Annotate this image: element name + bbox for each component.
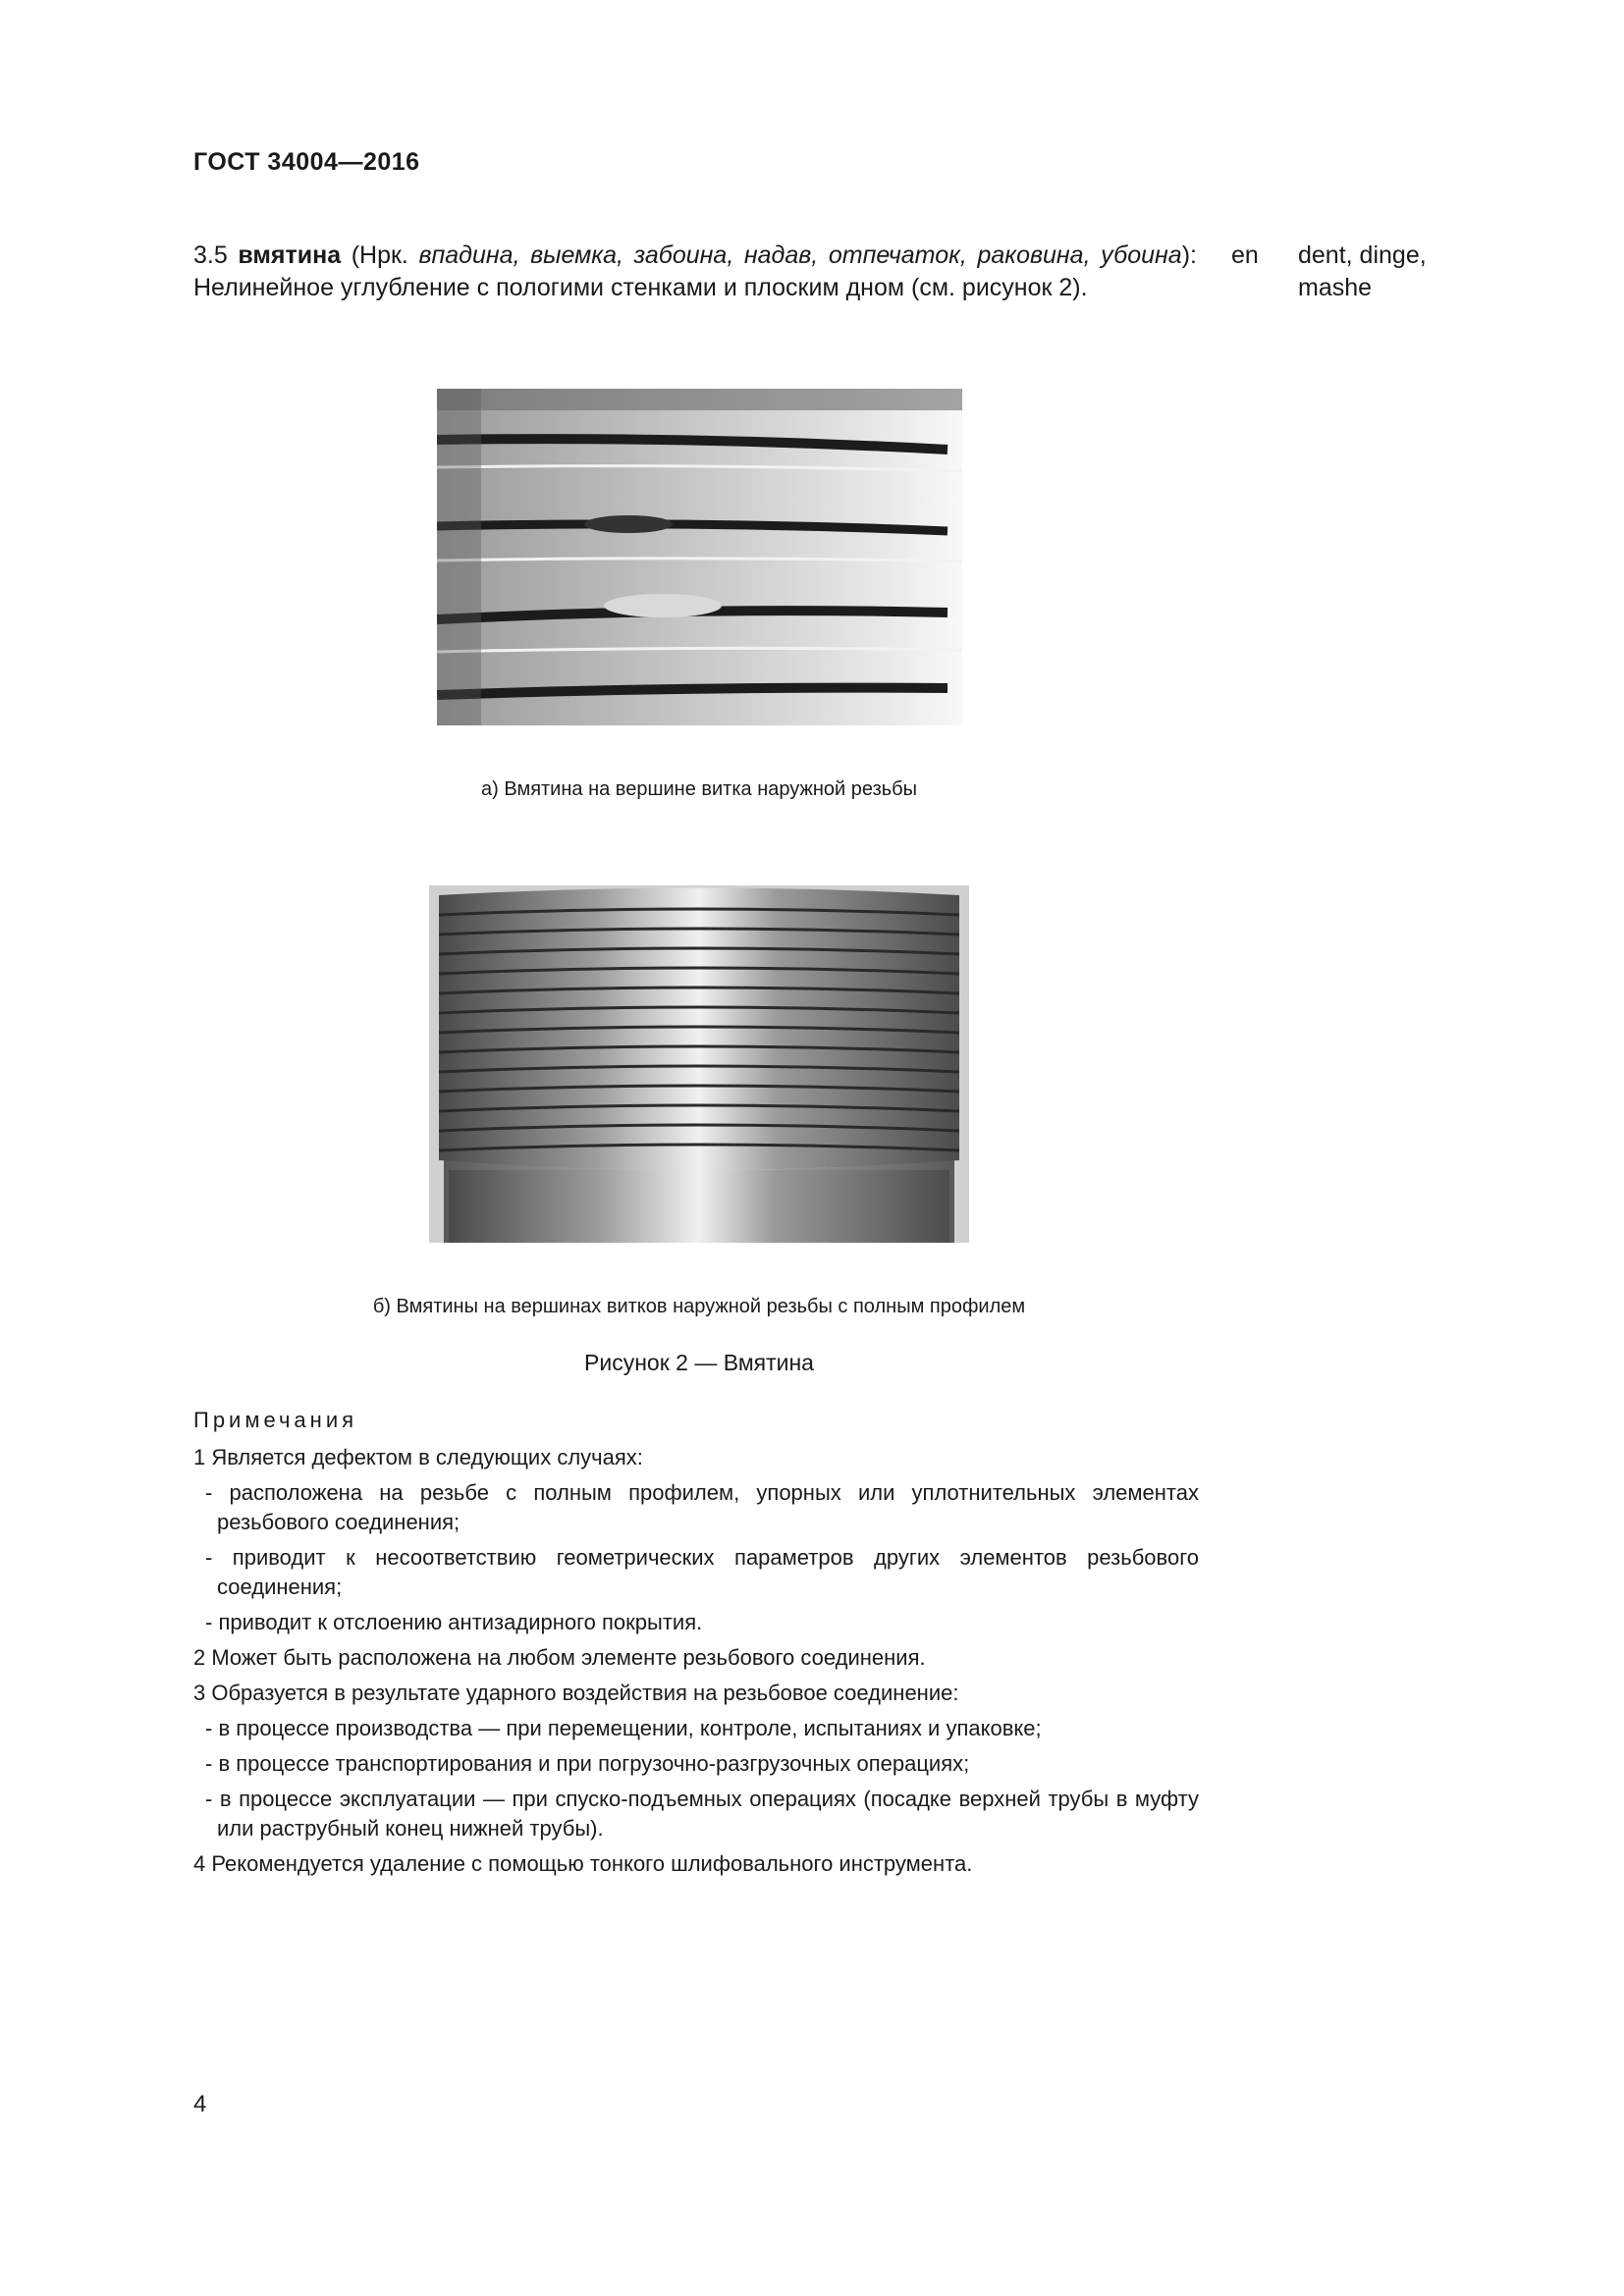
term-number: 3.5 (193, 241, 228, 269)
thread-photo-b-image (429, 885, 969, 1243)
note-3-item-1: - в процессе производства — при перемещении, контроле, испытаниях и упаковке; (205, 1716, 1042, 1740)
term-definition (193, 240, 1197, 304)
note-4: 4 Рекомендуется удаление с помощью тонкого шлифовального инструмента. (193, 1851, 973, 1876)
figure-caption-a: а) Вмятина на вершине витка наружной резьбы (480, 778, 918, 800)
term-english-equivalent: dent, dinge, mashe (1298, 241, 1427, 301)
note-1: 1 Является дефектом в следующих случаях: (193, 1445, 643, 1469)
note-1-item-1: - расположена на резьбе с полным профилем, упорных или уплотнительных элементах резьбового соединения; (205, 1480, 1199, 1534)
photo-dent-thread-crest (437, 389, 962, 725)
term-name: вмятина (238, 241, 342, 269)
document-header: ГОСТ 34004—2016 (193, 148, 420, 176)
note-3: 3 Образуется в результате ударного воздействия на резьбовое соединение: (193, 1681, 959, 1705)
term-synonyms: впадина, выемка, забоина, надав, отпечаток, раковина, убоина (418, 241, 1182, 269)
term-language: en (1231, 241, 1259, 269)
term-definition-text: ): Нелинейное углубление с пологими стенками и плоским дном (см. рисунок 2). (193, 241, 1197, 301)
note-2: 2 Может быть расположена на любом элементе резьбового соединения. (193, 1645, 926, 1670)
notes-title: Примечания (193, 1408, 358, 1432)
photo-dents-full-profile (429, 885, 969, 1243)
note-3-item-2: - в процессе транспортирования и при погрузочно-разгрузочных операциях; (205, 1751, 970, 1776)
note-1-item-2: - приводит к несоответствию геометрических параметров других элементов резьбового соединения; (205, 1545, 1199, 1599)
note-1-item-3: - приводит к отслоению антизадирного покрытия. (205, 1610, 703, 1634)
figure-caption-b: б) Вмятины на вершинах витков наружной резьбы с полным профилем (372, 1296, 1026, 1317)
thread-photo-a-image (437, 389, 962, 725)
term-open: (Нрк. (351, 241, 408, 269)
note-3-item-3: - в процессе эксплуатации — при спуско-подъемных операциях (посадке верхней трубы в муфту или раструбный конец нижней трубы). (205, 1787, 1199, 1841)
notes-list (193, 1443, 1199, 1885)
page-number: 4 (193, 2091, 207, 2117)
figure-title: Рисунок 2 — Вмятина (584, 1350, 814, 1375)
